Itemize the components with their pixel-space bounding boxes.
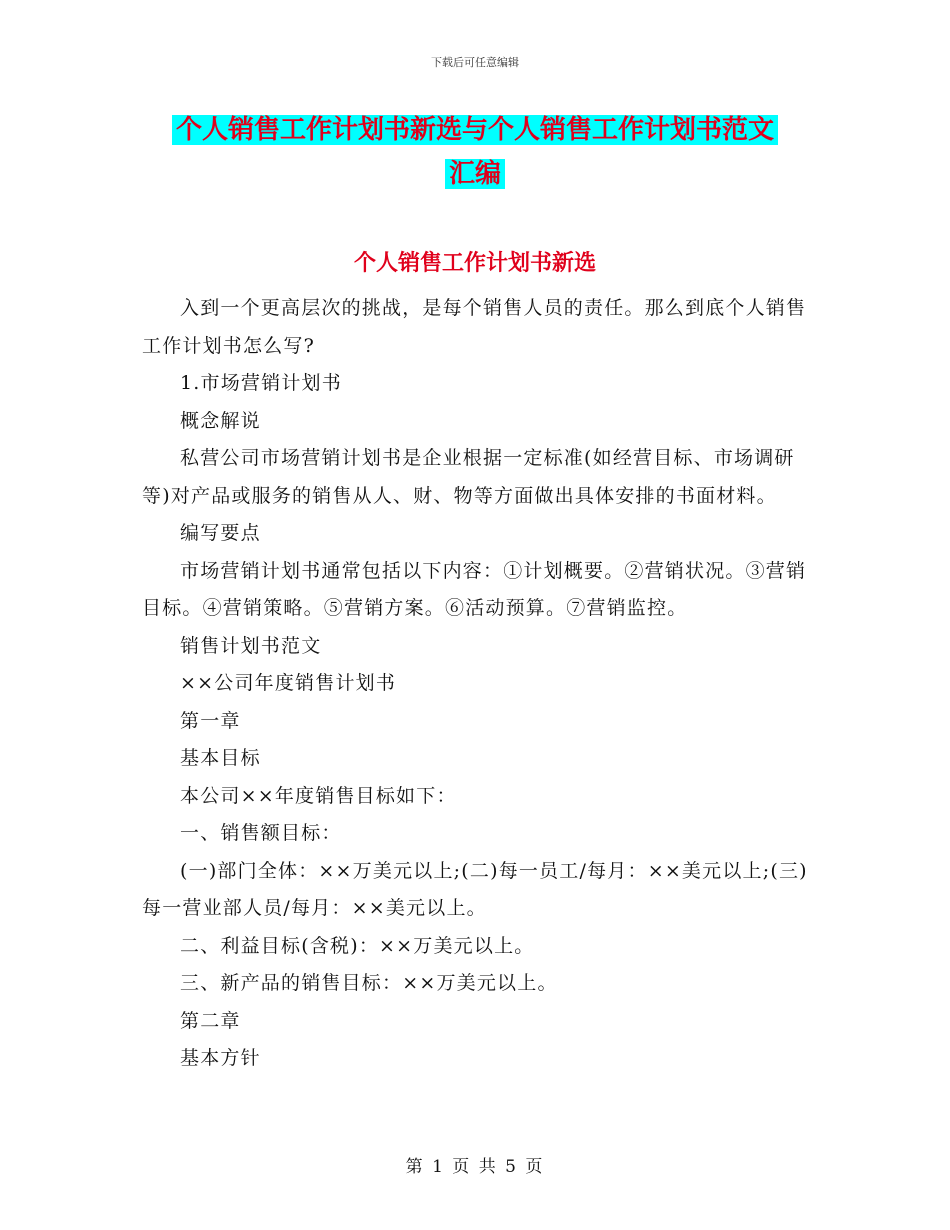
- paragraph: 销售计划书范文: [180, 634, 322, 657]
- paragraph: 市场营销计划书通常包括以下内容：①计划概要。②营销状况。③营销目标。④营销策略。⑤营销方案。⑥活动预算。⑦营销监控。: [142, 559, 807, 619]
- paragraph: 编写要点: [180, 522, 261, 544]
- paragraph: 基本方针: [180, 1047, 261, 1069]
- document-title-text-1: 个人销售工作计划书新选与个人销售工作计划书范文: [172, 115, 778, 145]
- page-footer: 第 1 页 共 5 页: [405, 1157, 545, 1177]
- paragraph: 概念解说: [180, 409, 261, 432]
- document-title-line-1: [0, 108, 950, 152]
- paragraph: 私营公司市场营销计划书是企业根据一定标准(如经营目标、市场调研等)对产品或服务的销售从人、财、物等方面做出具体安排的书面材料。: [142, 447, 795, 507]
- paragraph: 基本目标: [180, 747, 261, 769]
- paragraph: 入到一个更高层次的挑战，是每个销售人员的责任。那么到底个人销售工作计划书怎么写?: [142, 297, 807, 357]
- paragraph: 本公司××年度销售目标如下：: [180, 784, 457, 807]
- document-body: [142, 290, 808, 1078]
- paragraph: 二、利益目标(含税)：××万美元以上。: [180, 934, 535, 957]
- paragraph: (一)部门全体：××万美元以上;(二)每一员工/每月：××美元以上;(三)每一营业部人员/每月：××美元以上。: [142, 859, 808, 919]
- paragraph: 第二章: [180, 1009, 241, 1032]
- paragraph: 三、新产品的销售目标：××万美元以上。: [180, 972, 558, 994]
- section-heading: 个人销售工作计划书新选: [353, 250, 596, 276]
- page-header: 下载后可任意编辑: [431, 56, 519, 69]
- paragraph: 1.市场营销计划书: [180, 372, 342, 394]
- paragraph: ××公司年度销售计划书: [180, 672, 397, 694]
- document-title-line-2: [0, 152, 950, 196]
- paragraph: 一、销售额目标：: [180, 822, 342, 844]
- paragraph: 第一章: [180, 709, 241, 732]
- document-title-text-2: 汇编: [445, 159, 505, 189]
